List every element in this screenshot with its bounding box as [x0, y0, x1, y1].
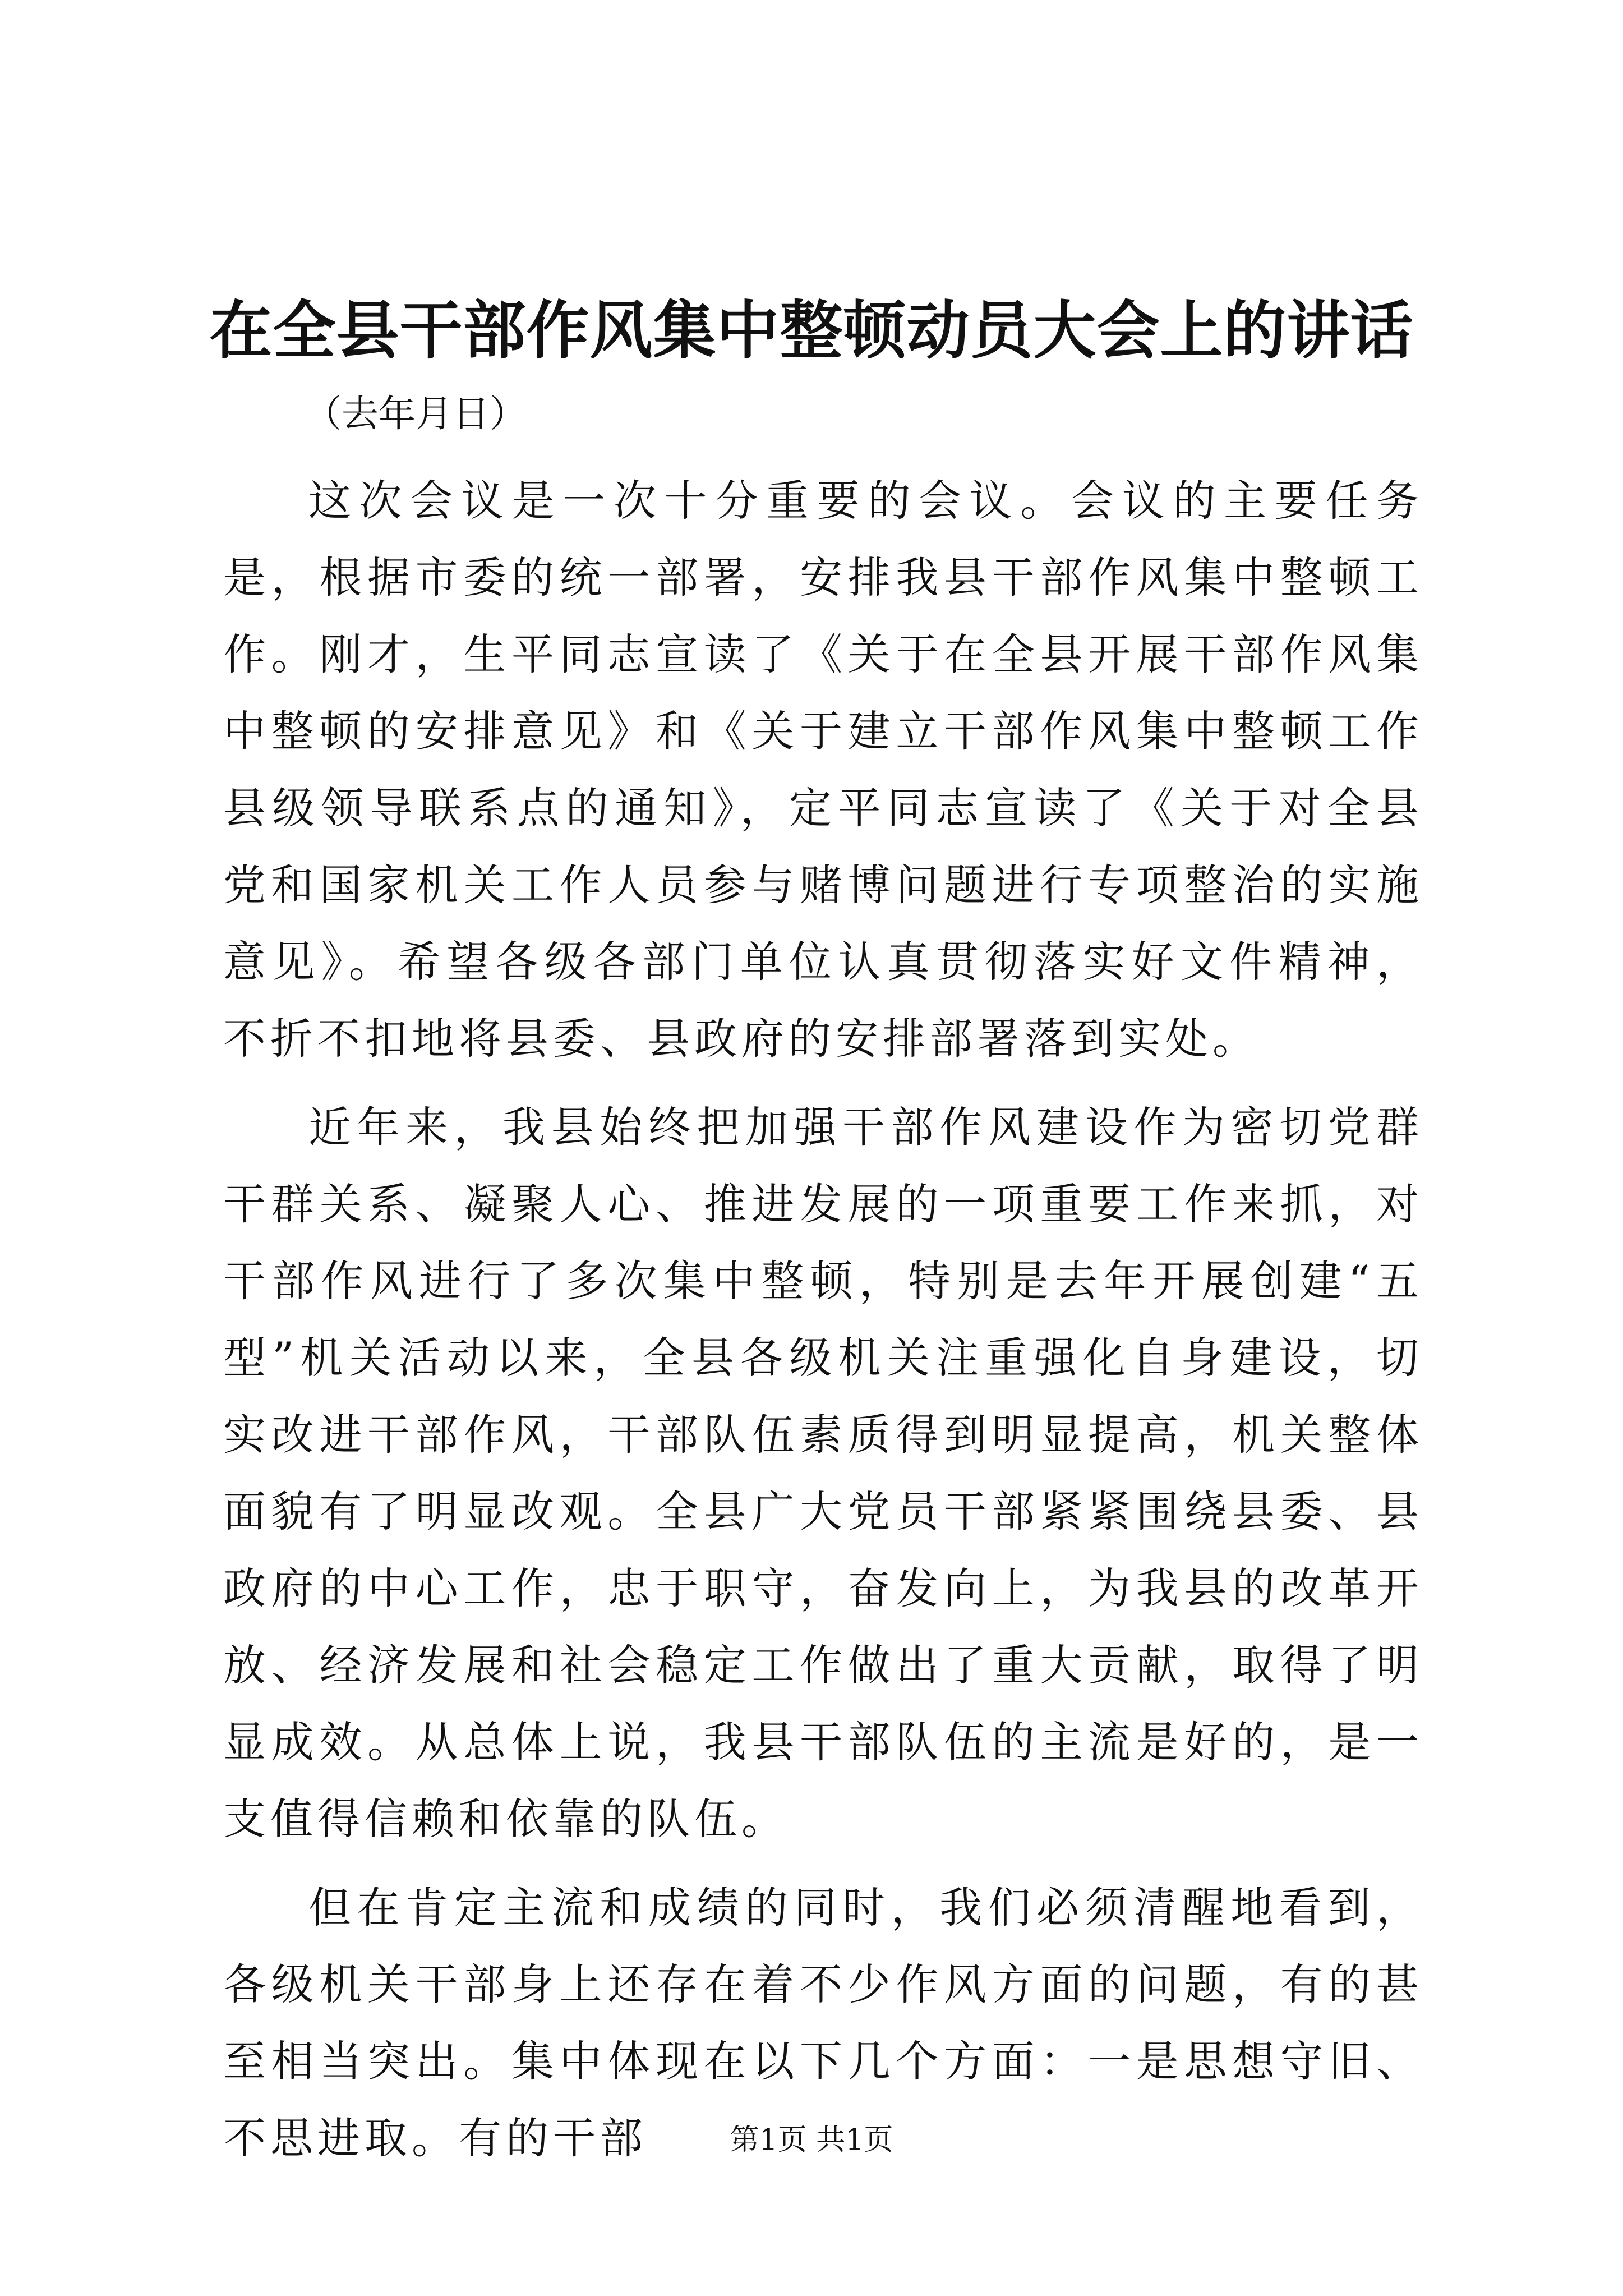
page-number-footer: 第1页 共1页 [730, 2123, 893, 2157]
date-line: （去年月日） [305, 392, 527, 435]
paragraph: 近年来，我县始终把加强干部作风建设作为密切党群干群关系、凝聚人心、推进发展的一项重要工作来抓，对干部作风进行了多次集中整顿，特别是去年开展创建“五型”机关活动以来，全县各级机关注重强化自身建设，切实改进干部作风，干部队伍素质得到明显提高，机关整体面貌有了明显改观。全县广大党员干部紧紧围绕县委、县政府的中心工作，忠于职守，奋发向上，为我县的改革开放、经济发展和社会稳定工作做出了重大贡献，取得了明显成效。从总体上说，我县干部队伍的主流是好的，是一支值得信赖和依靠的队伍。 [223, 1102, 1423, 1844]
document-body [223, 462, 1423, 2188]
paragraph: 但在肯定主流和成绩的同时，我们必须清醒地看到，各级机关干部身上还存在着不少作风方面的问题，有的甚至相当突出。集中体现在以下几个方面：一是思想守旧、不思进取。有的干部 [223, 1883, 1423, 2163]
paragraph: 这次会议是一次十分重要的会议。会议的主要任务是，根据市委的统一部署，安排我县干部作风集中整顿工作。刚才，生平同志宣读了《关于在全县开展干部作风集中整顿的安排意见》和《关于建立干部作风集中整顿工作县级领导联系点的通知》，定平同志宣读了《关于对全县党和国家机关工作人员参与赌博问题进行专项整治的实施意见》。希望各级各部门单位认真贯彻落实好文件精神，不折不扣地将县委、县政府的安排部署落到实处。 [223, 476, 1423, 1064]
document-title: 在全县干部作风集中整顿动员大会上的讲话 [209, 295, 1414, 367]
